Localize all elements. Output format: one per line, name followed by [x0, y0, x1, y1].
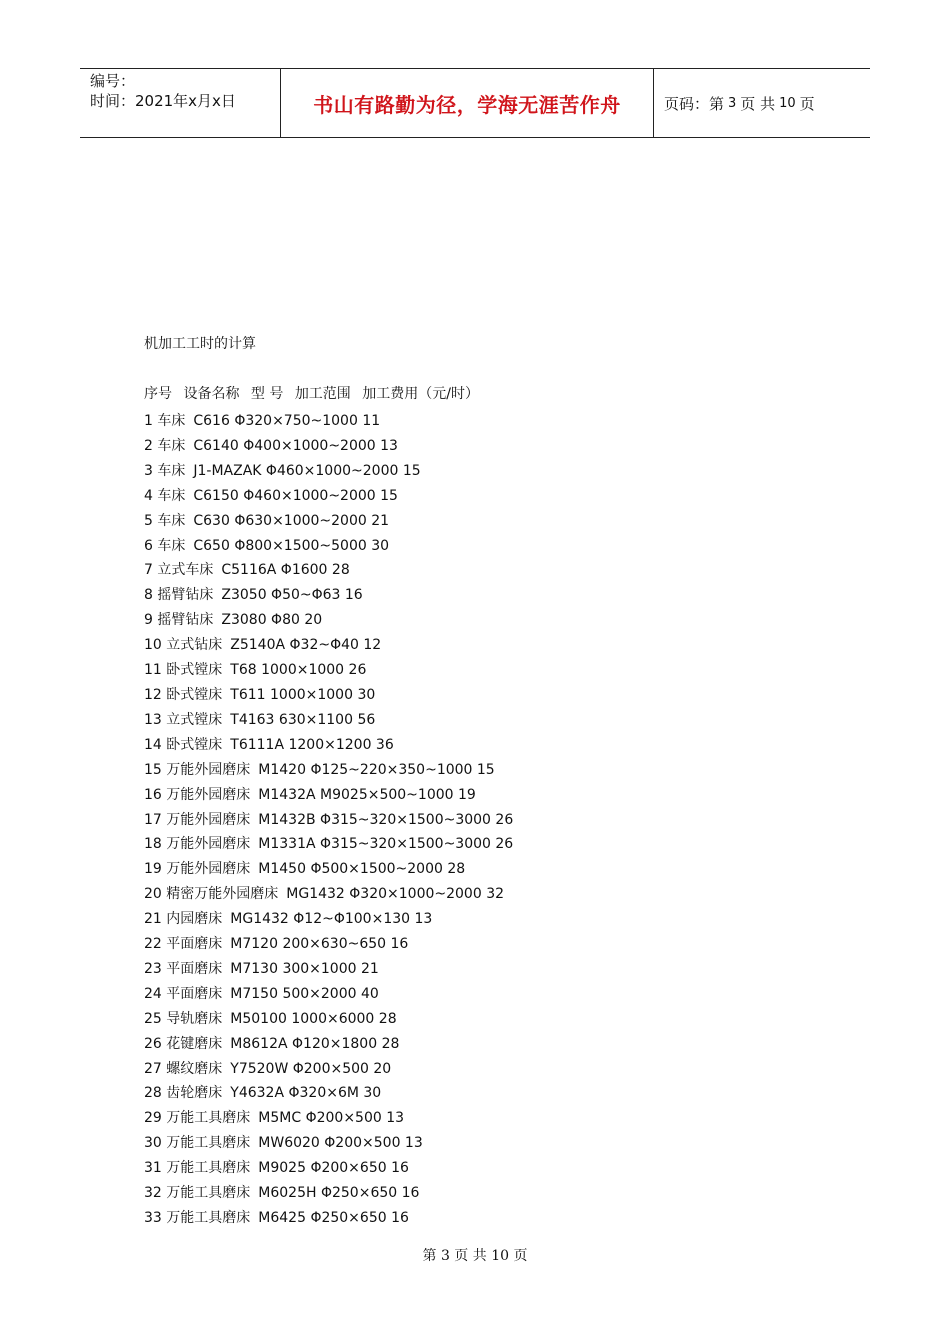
equipment-name: 车床 [157, 537, 186, 554]
header-meta [80, 69, 281, 137]
equipment-spec: M9025 Φ200×650 16 [258, 1160, 409, 1177]
row-number: 20 [144, 886, 162, 903]
page-header [80, 68, 870, 138]
row-number: 32 [144, 1185, 162, 1202]
list-item [144, 708, 513, 733]
list-item [144, 608, 513, 633]
row-number: 23 [144, 960, 162, 977]
equipment-name: 摇臂钻床 [157, 612, 214, 629]
equipment-spec: Z3050 Φ50~Φ63 16 [221, 587, 363, 604]
list-item [144, 1032, 513, 1057]
list-item [144, 434, 513, 459]
equipment-name: 平面磨床 [166, 985, 223, 1002]
row-number: 28 [144, 1085, 162, 1102]
row-number: 1 [144, 413, 153, 429]
column-header-cell: 型 号 [250, 386, 284, 402]
equipment-spec: M7120 200×630~650 16 [230, 936, 409, 953]
list-item [144, 932, 513, 957]
equipment-name: 万能工具磨床 [166, 1135, 251, 1152]
row-number: 21 [144, 911, 162, 928]
list-item [144, 808, 513, 833]
row-number: 3 [144, 462, 153, 479]
equipment-name: 齿轮磨床 [166, 1085, 223, 1102]
row-number: 18 [144, 836, 162, 853]
equipment-name: 万能工具磨床 [166, 1160, 251, 1177]
row-number: 6 [144, 537, 153, 554]
equipment-name: 车床 [157, 437, 186, 454]
equipment-name: 摇臂钻床 [157, 587, 214, 604]
row-number: 11 [144, 662, 162, 679]
list-item [144, 409, 513, 434]
equipment-spec: T6111A 1200×1200 36 [230, 736, 394, 753]
row-number: 15 [144, 761, 162, 778]
list-item [144, 857, 513, 882]
row-number: 4 [144, 487, 153, 504]
row-number: 9 [144, 612, 153, 629]
page-mid: 页 共 [740, 94, 776, 113]
equipment-name: 卧式镗床 [166, 662, 223, 679]
list-item [144, 658, 513, 683]
list-item [144, 982, 513, 1007]
list-item [144, 957, 513, 982]
equipment-name: 万能工具磨床 [166, 1110, 251, 1127]
number-label: 编号： [90, 72, 136, 90]
equipment-spec: T68 1000×1000 26 [230, 662, 367, 679]
column-header-cell: 设备名称 [183, 386, 240, 402]
equipment-spec: M6425 Φ250×650 16 [258, 1210, 409, 1226]
equipment-spec: M5MC Φ200×500 13 [258, 1110, 405, 1127]
equipment-spec: C616 Φ320×750~1000 11 [193, 413, 381, 429]
equipment-name: 万能工具磨床 [166, 1210, 251, 1226]
list-item [144, 907, 513, 932]
equipment-name: 车床 [157, 413, 186, 429]
header-page-info [654, 69, 870, 137]
equipment-spec: MG1432 Φ320×1000~2000 32 [286, 886, 505, 903]
equipment-name: 车床 [157, 512, 186, 529]
equipment-list [144, 409, 513, 1231]
row-number: 5 [144, 512, 153, 529]
column-header-cell: 序号 [144, 386, 172, 402]
equipment-name: 万能外园磨床 [166, 836, 251, 853]
list-item [144, 733, 513, 758]
equipment-name: 万能外园磨床 [166, 761, 251, 778]
equipment-spec: M1420 Φ125~220×350~1000 15 [258, 761, 495, 778]
equipment-name: 万能工具磨床 [166, 1185, 251, 1202]
equipment-spec: MW6020 Φ200×500 13 [258, 1135, 423, 1152]
equipment-name: 螺纹磨床 [166, 1060, 223, 1077]
list-item [144, 882, 513, 907]
page-footer: 第 3 页 共 10 页 [422, 1248, 528, 1264]
list-item [144, 1106, 513, 1131]
row-number: 16 [144, 786, 162, 803]
equipment-spec: M6025H Φ250×650 16 [258, 1185, 420, 1202]
list-item [144, 683, 513, 708]
equipment-spec: C5116A Φ1600 28 [221, 562, 350, 579]
equipment-name: 精密万能外园磨床 [166, 886, 279, 903]
equipment-name: 立式车床 [157, 562, 214, 579]
equipment-spec: MG1432 Φ12~Φ100×130 13 [230, 911, 433, 928]
row-number: 10 [144, 637, 162, 654]
equipment-name: 平面磨床 [166, 936, 223, 953]
equipment-name: 卧式镗床 [166, 686, 223, 703]
equipment-spec: Y7520W Φ200×500 20 [230, 1060, 392, 1077]
equipment-name: 万能外园磨床 [166, 861, 251, 878]
equipment-name: 花键磨床 [166, 1035, 223, 1052]
equipment-name: 内园磨床 [166, 911, 223, 928]
equipment-name: 平面磨床 [166, 960, 223, 977]
equipment-spec: M8612A Φ120×1800 28 [230, 1035, 400, 1052]
row-number: 25 [144, 1010, 162, 1027]
list-item [144, 558, 513, 583]
equipment-spec: M7130 300×1000 21 [230, 960, 379, 977]
row-number: 7 [144, 562, 153, 579]
page-prefix: 页码：第 [664, 94, 725, 113]
equipment-spec: M1450 Φ500×1500~2000 28 [258, 861, 466, 878]
equipment-name: 立式钻床 [166, 637, 223, 654]
equipment-name: 立式镗床 [166, 711, 223, 728]
list-item [144, 1057, 513, 1082]
list-item [144, 509, 513, 534]
list-item [144, 484, 513, 509]
column-header-cell: 加工范围 [294, 386, 351, 402]
equipment-spec: M1432A M9025×500~1000 19 [258, 786, 476, 803]
list-item [144, 1007, 513, 1032]
equipment-spec: C650 Φ800×1500~5000 30 [193, 537, 390, 554]
list-item [144, 1131, 513, 1156]
equipment-spec: M1331A Φ315~320×1500~3000 26 [258, 836, 514, 853]
row-number: 14 [144, 736, 162, 753]
row-number: 29 [144, 1110, 162, 1127]
equipment-name: 车床 [157, 462, 186, 479]
equipment-spec: Z3080 Φ80 20 [221, 612, 323, 629]
row-number: 31 [144, 1160, 162, 1177]
document-body [144, 334, 513, 1231]
equipment-name: 卧式镗床 [166, 736, 223, 753]
row-number: 33 [144, 1210, 162, 1226]
list-item [144, 783, 513, 808]
column-header-cell: 加工费用（元/时） [362, 386, 479, 402]
page-total: 10 [779, 95, 796, 111]
row-number: 8 [144, 587, 153, 604]
list-item [144, 758, 513, 783]
row-number: 22 [144, 936, 162, 953]
list-item [144, 583, 513, 608]
list-item [144, 1081, 513, 1106]
row-number: 30 [144, 1135, 162, 1152]
equipment-spec: J1-MAZAK Φ460×1000~2000 15 [193, 462, 421, 479]
equipment-name: 万能外园磨床 [166, 811, 251, 828]
header-motto: 书山有路勤为径，学海无涯苦作舟 [281, 69, 654, 137]
row-number: 19 [144, 861, 162, 878]
equipment-spec: M1432B Φ315~320×1500~3000 26 [258, 811, 514, 828]
list-item [144, 1206, 513, 1231]
list-item [144, 459, 513, 484]
equipment-spec: T4163 630×1100 56 [230, 711, 376, 728]
list-item [144, 534, 513, 559]
equipment-spec: Z5140A Φ32~Φ40 12 [230, 637, 382, 654]
equipment-spec: M50100 1000×6000 28 [230, 1010, 397, 1027]
document-title: 机加工工时的计算 [144, 336, 256, 352]
row-number: 17 [144, 811, 162, 828]
row-number: 2 [144, 437, 153, 454]
row-number: 24 [144, 985, 162, 1002]
list-item [144, 1181, 513, 1206]
equipment-spec: M7150 500×2000 40 [230, 985, 379, 1002]
equipment-spec: T611 1000×1000 30 [230, 686, 376, 703]
equipment-name: 车床 [157, 487, 186, 504]
row-number: 12 [144, 686, 162, 703]
time-label: 时间：2021年x月x日 [90, 92, 236, 110]
equipment-name: 万能外园磨床 [166, 786, 251, 803]
row-number: 27 [144, 1060, 162, 1077]
page-current: 3 [728, 95, 737, 111]
equipment-name: 导轨磨床 [166, 1010, 223, 1027]
equipment-spec: Y4632A Φ320×6M 30 [230, 1085, 382, 1102]
list-item [144, 633, 513, 658]
equipment-spec: C6150 Φ460×1000~2000 15 [193, 487, 398, 504]
list-item [144, 832, 513, 857]
list-item [144, 1156, 513, 1181]
equipment-spec: C6140 Φ400×1000~2000 13 [193, 437, 398, 454]
row-number: 13 [144, 711, 162, 728]
page-suffix: 页 [799, 94, 815, 113]
row-number: 26 [144, 1035, 162, 1052]
equipment-spec: C630 Φ630×1000~2000 21 [193, 512, 390, 529]
column-header [144, 384, 513, 404]
